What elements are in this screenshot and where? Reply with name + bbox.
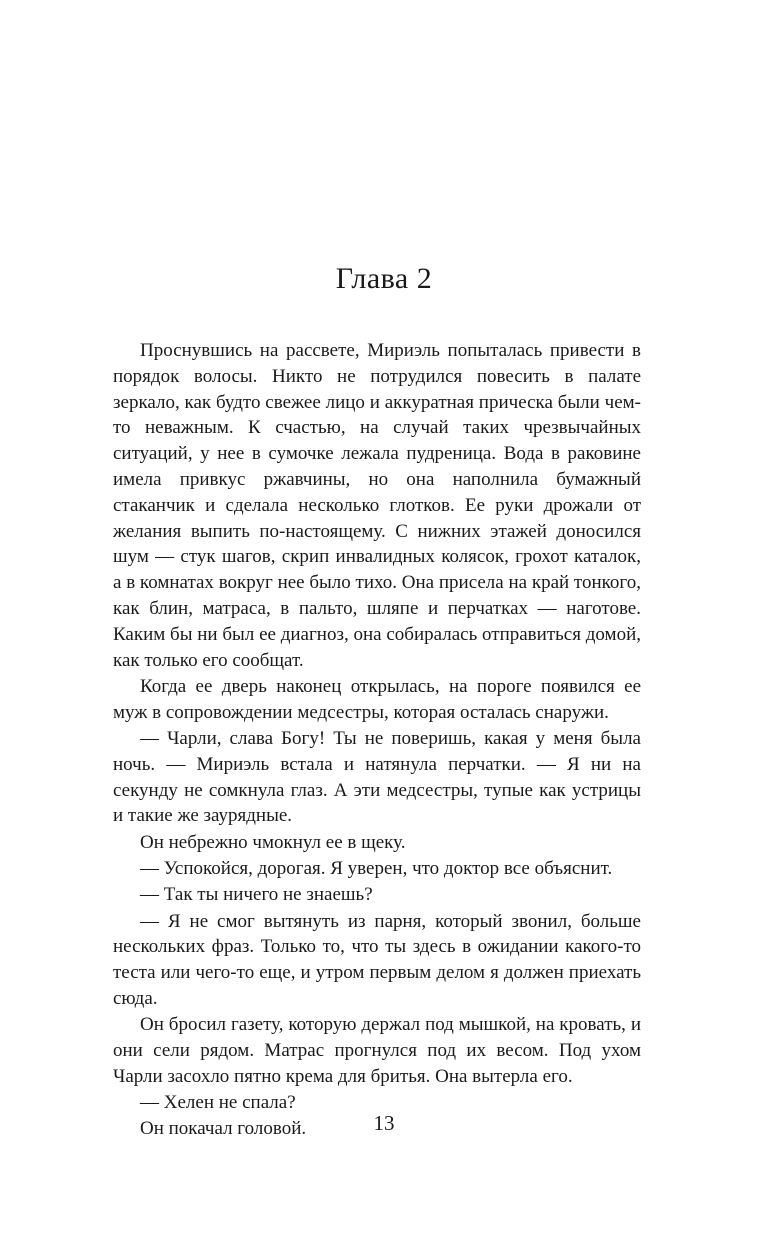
chapter-body [113,338,641,1142]
paragraph: Когда ее дверь наконец открылась, на пороге появился ее муж в сопровождении медсестры, которая осталась снаружи. [113,675,641,723]
chapter-title: Глава 2 [335,262,433,295]
paragraph: Он бросил газету, которую держал под мышкой, на кровать, и они сели рядом. Матрас прогнулся под их весом. Под ухом Чарли засохло пятно крема для бритья. Она вытерла его. [113,1014,641,1087]
paragraph: — Успокойся, дорогая. Я уверен, что доктор все объяснит. [140,857,613,879]
paragraph: Он небрежно чмокнул ее в щеку. [140,831,406,853]
paragraph: — Чарли, слава Богу! Ты не поверишь, какая у меня была ночь. — Мириэль встала и натянула перчатки. — Я ни на секунду не сомкнула глаз. А эти медсестры, тупые как устрицы и такие же заурядные. [113,727,641,827]
paragraph: — Так ты ничего не знаешь? [140,884,373,906]
paragraph: — Я не смог вытянуть из парня, который звонил, больше нескольких фраз. Только то, что ты здесь в ожидании какого-то теста или чего-то еще, и утром первым делом я должен приехать сюда. [113,910,641,1009]
page-number: 13 [373,1111,395,1135]
paragraph: Проснувшись на рассвете, Мириэль попыталась привести в порядок волосы. Никто не потрудился повесить в палате зеркало, как будто свежее лицо и аккуратная прическа были чем-то неважным. К счастью, на случай таких чрезвычайных ситуаций, у нее в сумочке лежала пудреница. Вода в раковине имела привкус ржавчины, но она наполнила бумажный стаканчик и сделала несколько глотков. Ее руки дрожали от желания выпить по-настоящему. С нижних этажей доносился шум — стук шагов, скрип инвалидных колясок, грохот каталок, а в комнатах вокруг нее было тихо. Она присела на край тонкого, как блин, матраса, в пальто, шляпе и перчатках — наготове. Каким бы ни был ее диагноз, она собиралась отправиться домой, как только его сообщат. [113,340,641,671]
paragraph: Он покачал головой. [140,1118,307,1140]
paragraph: — Хелен не спала? [140,1092,296,1114]
